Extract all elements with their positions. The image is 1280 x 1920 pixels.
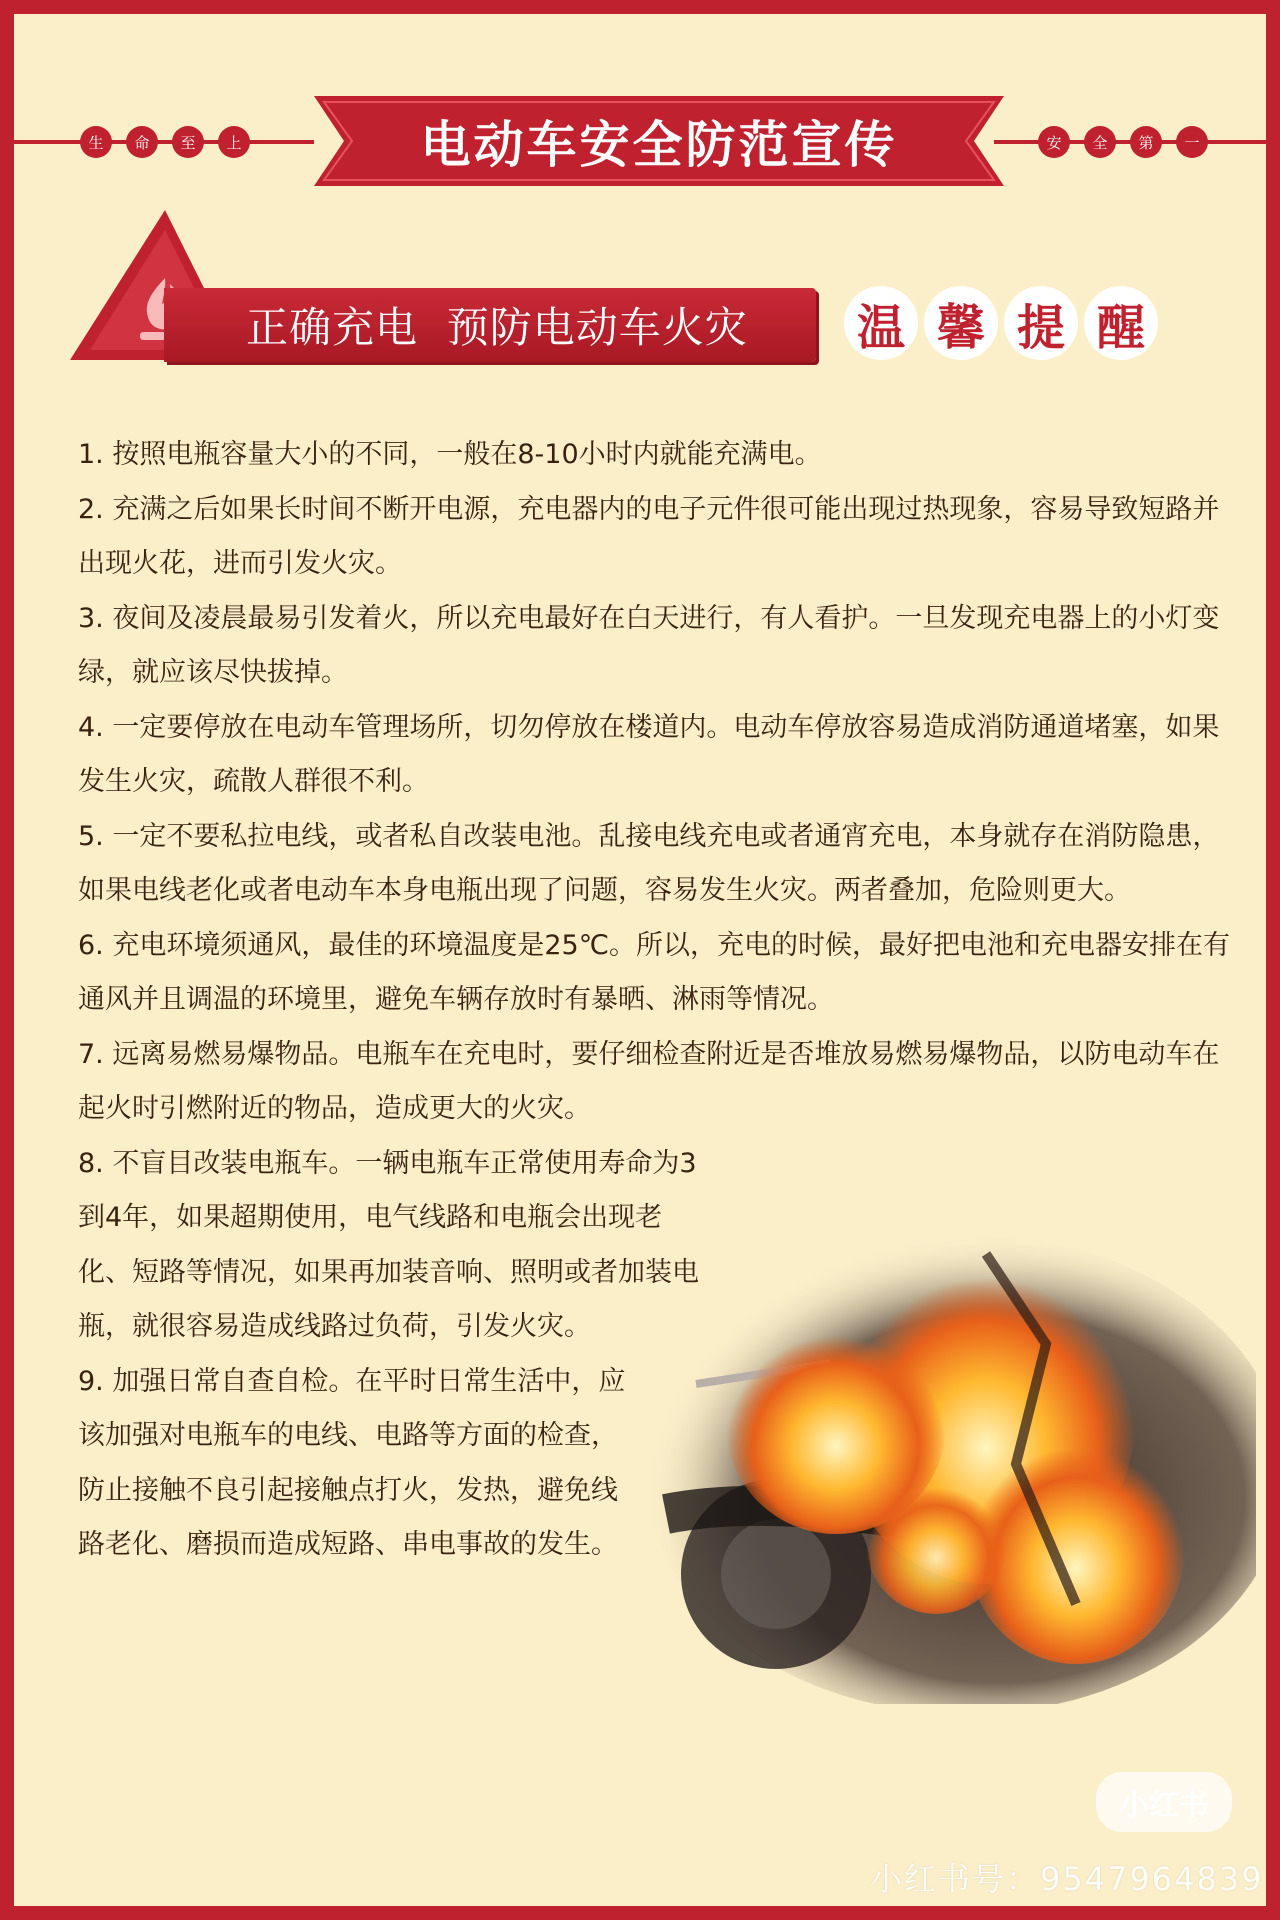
reminder-char: 醒 <box>1084 286 1158 360</box>
list-item: 1. 按照电瓶容量大小的不同，一般在8-10小时内就能充满电。 <box>78 439 822 470</box>
header-dots-right <box>1038 126 1208 158</box>
reminder-char: 馨 <box>924 286 998 360</box>
watermark-id: 小红书号：9547964839 <box>870 1860 1264 1898</box>
header-dots-left <box>80 126 250 158</box>
xiaohongshu-logo: 小红书 <box>1096 1772 1232 1832</box>
header-dot: 命 <box>126 126 158 158</box>
list-item: 4. 一定要停放在电动车管理场所，切勿停放在楼道内。电动车停放容易造成消防通道堵塞，如果发生火灾，疏散人群很不利。 <box>78 711 1220 797</box>
header-dot: 第 <box>1130 126 1162 158</box>
warm-reminder-badges <box>844 286 1158 360</box>
list-item: 9. 加强日常自查自检。在平时日常生活中，应该加强对电瓶车的电线、电路等方面的检查，防止接触不良引起接触点打火，发热，避免线路老化、磨损而造成短路、串电事故的发生。 <box>78 1365 626 1560</box>
list-item: 7. 远离易燃易爆物品。电瓶车在充电时，要仔细检查附近是否堆放易燃易爆物品，以防电动车在起火时引燃附近的物品，造成更大的火灾。 <box>78 1038 1220 1124</box>
list-item: 5. 一定不要私拉电线，或者私自改装电池。乱接电线充电或者通宵充电，本身就存在消防隐患，如果电线老化或者电动车本身电瓶出现了问题，容易发生火灾。两者叠加，危险则更大。 <box>78 820 1220 906</box>
list-item: 3. 夜间及凌晨最易引发着火，所以充电最好在白天进行，有人看护。一旦发现充电器上的小灯变绿，就应该尽快拔掉。 <box>78 602 1220 688</box>
list-item: 2. 充满之后如果长时间不断开电源，充电器内的电子元件很可能出现过热现象，容易导致短路并出现火花，进而引发火灾。 <box>78 493 1220 579</box>
reminder-char: 提 <box>1004 286 1078 360</box>
header-dot: 生 <box>80 126 112 158</box>
header-dot: 至 <box>172 126 204 158</box>
reminder-char: 温 <box>844 286 918 360</box>
header-dot: 全 <box>1084 126 1116 158</box>
page-title: 电动车安全防范宣传 <box>420 116 898 174</box>
header-dot: 上 <box>218 126 250 158</box>
subtitle-text: 正确充电 预防电动车火灾 <box>246 303 748 352</box>
header-dot: 一 <box>1176 126 1208 158</box>
list-item: 6. 充电环境须通风，最佳的环境温度是25℃。所以，充电的时候，最好把电池和充电器安排在有通风并且调温的环境里，避免车辆存放时有暴晒、淋雨等情况。 <box>78 929 1231 1015</box>
header-dot: 安 <box>1038 126 1070 158</box>
safety-tips-list <box>78 428 1238 1573</box>
list-item: 8. 不盲目改装电瓶车。一辆电瓶车正常使用寿命为3到4年，如果超期使用，电气线路和电瓶会出现老化、短路等情况，如果再加装音响、照明或者加装电瓶，就很容易造成线路过负荷，引发火灾。 <box>78 1147 699 1342</box>
